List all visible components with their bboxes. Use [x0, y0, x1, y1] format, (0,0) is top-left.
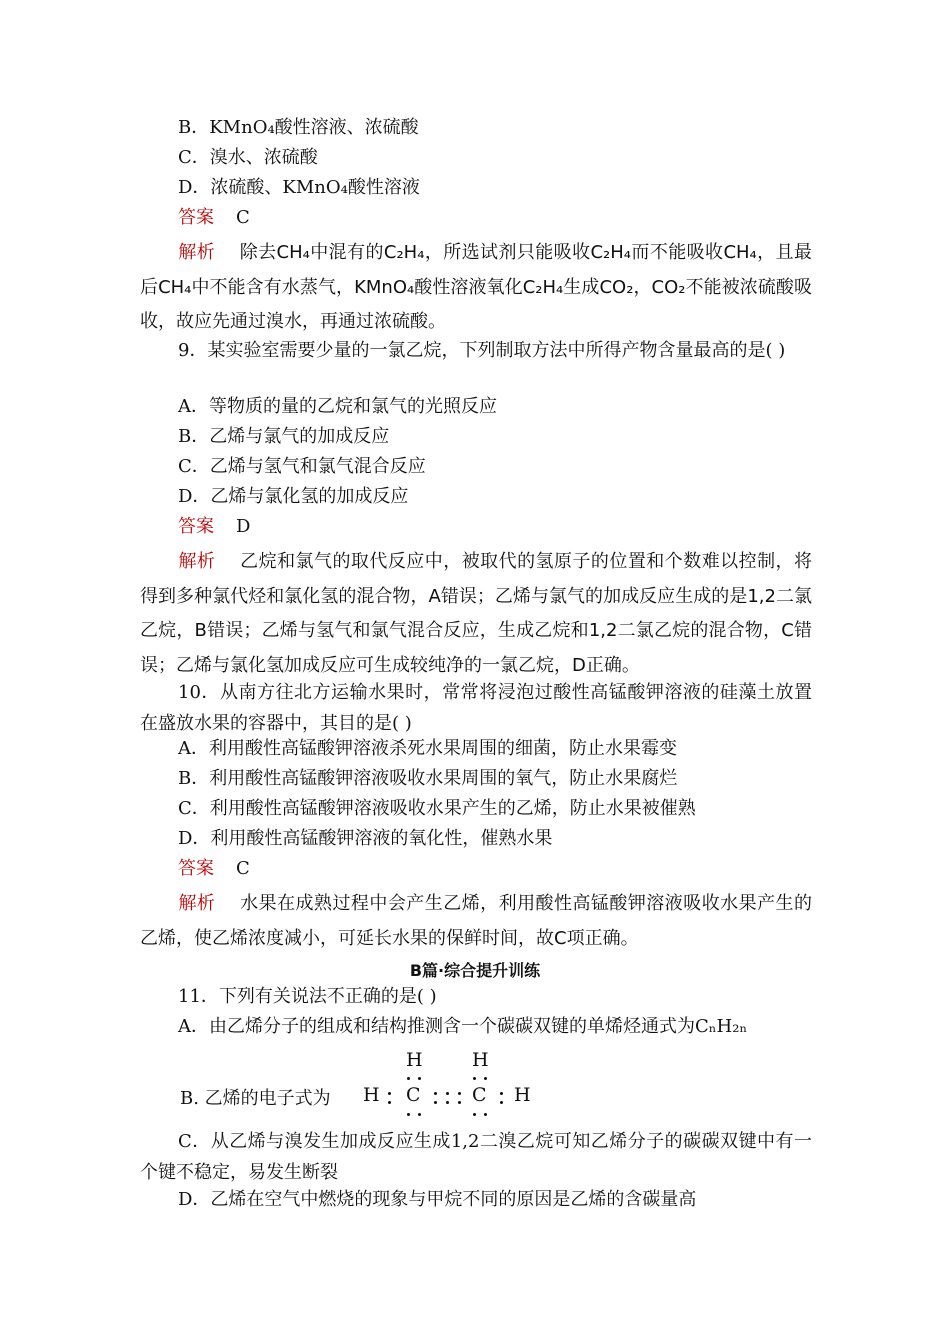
q9-option-d: D．乙烯与氯化氢的加成反应: [178, 486, 409, 507]
electron-dot: [484, 1113, 487, 1116]
h-right-atom: H: [514, 1084, 531, 1106]
electron-dot: [418, 1113, 421, 1116]
q11-option-b-label: B. 乙烯的电子式为: [180, 1088, 331, 1109]
q10-option-d: D．利用酸性高锰酸钾溶液的氧化性，催熟水果: [178, 828, 553, 849]
electron-dot: [458, 1101, 461, 1104]
q9-option-b: B．乙烯与氯气的加成反应: [178, 426, 390, 447]
analysis-text: 除去CH₄中混有的C₂H₄，所选试剂只能吸收C₂H₄而不能吸收CH₄，且最后CH₄中不能含有水蒸气，KMnO₄酸性溶液氧化C₂H₄生成CO₂，CO₂不能被浓硫酸吸收，故应先通过溴水，再通过浓硫酸。: [140, 242, 812, 332]
electron-dot: [446, 1101, 449, 1104]
analysis-text: 乙烷和氯气的取代反应中，被取代的氢原子的位置和个数难以控制，将得到多种氯代烃和氯化氢的混合物，A错误；乙烯与氯气的加成反应生成的是1,2二氯乙烷，B错误；乙烯与氢气和氯气混合反应，生成乙烷和1,2二氯乙烷的混合物，C错误；乙烯与氯化氢加成反应可生成较纯净的一氯乙烷，D正确。: [140, 551, 813, 676]
q11-option-a: A．由乙烯分子的组成和结构推测含一个碳碳双键的单烯烃通式为CₙH₂ₙ: [178, 1016, 748, 1037]
answer-label: 答案: [178, 858, 214, 879]
analysis-label: 解析: [178, 893, 216, 914]
electron-dot: [434, 1101, 437, 1104]
q9-stem: 9．某实验室需要少量的一氯乙烷，下列制取方法中所得产物含量最高的是( ): [178, 340, 786, 361]
q11-option-b-lewis-structure: [180, 1045, 580, 1123]
electron-dot: [500, 1101, 503, 1104]
h-top-2-atom: H: [472, 1049, 489, 1071]
q9-analysis: [140, 545, 812, 683]
c2-atom: C: [472, 1084, 487, 1106]
answer-value: C: [236, 207, 250, 228]
q8-option-b: B．KMnO₄酸性溶液、浓硫酸: [178, 117, 419, 138]
c1-atom: C: [406, 1084, 421, 1106]
q10-answer: [178, 858, 250, 880]
q9-answer: [178, 516, 250, 538]
q9-option-c: C．乙烯与氢气和氯气混合反应: [178, 456, 426, 477]
q8-answer: [178, 207, 250, 229]
analysis-label: 解析: [178, 242, 216, 263]
electron-dot: [473, 1113, 476, 1116]
q10-analysis: [140, 887, 812, 956]
answer-label: 答案: [178, 207, 214, 228]
answer-value: D: [236, 516, 251, 537]
electron-dot: [388, 1101, 391, 1104]
h-left-atom: H: [363, 1084, 380, 1106]
electron-dot: [434, 1092, 437, 1095]
q8-option-c: C．溴水、浓硫酸: [178, 147, 318, 168]
answer-value: C: [236, 858, 250, 879]
electron-dot: [473, 1077, 476, 1080]
electron-dot: [500, 1092, 503, 1095]
q8-analysis: [140, 236, 812, 340]
q10-option-c: C．利用酸性高锰酸钾溶液吸收水果产生的乙烯，防止水果被催熟: [178, 798, 696, 819]
electron-dot: [484, 1077, 487, 1080]
analysis-text: 水果在成熟过程中会产生乙烯，利用酸性高锰酸钾溶液吸收水果产生的乙烯，使乙烯浓度减小，可延长水果的保鲜时间，故C项正确。: [140, 893, 813, 949]
electron-dot: [407, 1113, 410, 1116]
section-title: B篇·综合提升训练: [409, 961, 541, 980]
electron-dot: [446, 1092, 449, 1095]
q11-option-c: C．从乙烯与溴发生加成反应生成1,2二溴乙烷可知乙烯分子的碳碳双键中有一个键不稳定，易发生断裂: [140, 1131, 812, 1183]
electron-dot: [388, 1092, 391, 1095]
q8-option-d: D．浓硫酸、KMnO₄酸性溶液: [178, 177, 420, 198]
electron-dot: [458, 1092, 461, 1095]
answer-label: 答案: [178, 516, 214, 537]
q10-stem: 10．从南方往北方运输水果时，常常将浸泡过酸性高锰酸钾溶液的硅藻土放置在盛放水果的容器中，其目的是( ): [140, 682, 812, 734]
h-top-1-atom: H: [406, 1049, 423, 1071]
electron-dot: [418, 1077, 421, 1080]
electron-dot: [407, 1077, 410, 1080]
q10-option-b: B．利用酸性高锰酸钾溶液吸收水果周围的氧气，防止水果腐烂: [178, 768, 678, 789]
analysis-label: 解析: [178, 551, 216, 572]
q11-stem: 11．下列有关说法不正确的是( ): [178, 986, 437, 1007]
q10-option-a: A．利用酸性高锰酸钾溶液杀死水果周围的细菌，防止水果霉变: [178, 738, 677, 759]
q11-option-d: D．乙烯在空气中燃烧的现象与甲烷不同的原因是乙烯的含碳量高: [178, 1189, 697, 1210]
q9-option-a: A．等物质的量的乙烷和氯气的光照反应: [178, 396, 497, 417]
